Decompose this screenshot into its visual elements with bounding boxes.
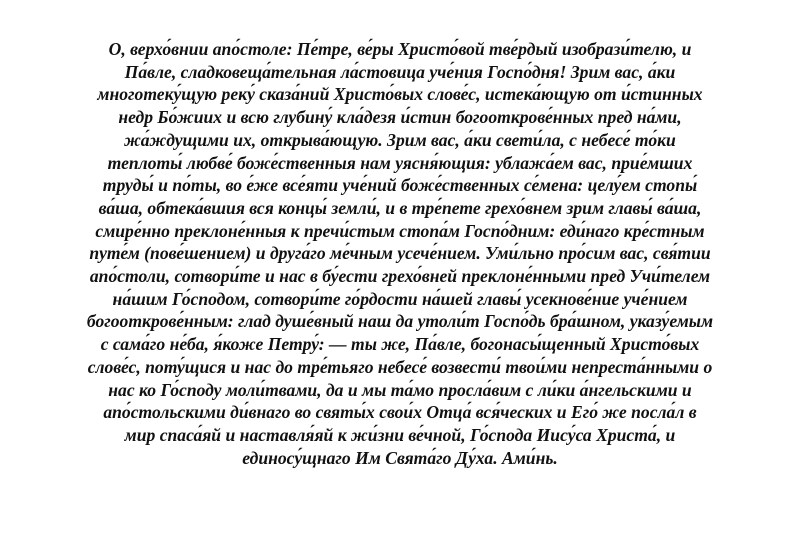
text-line: мир спаса́яй и наставля́яй к жи́зни ве́чной, Го́спода Иису́са Христа́, и [124, 424, 676, 445]
text-line: слове́с, поту́щися и нас до тре́тьяго небесе́ возвести́ твои́ми непреста́нными о [87, 356, 713, 377]
text-line: апо́столи, сотвори́те и нас в бу́ести грехо́вней преклоне́нными пред Учи́телем [89, 266, 711, 287]
text-line: многотеку́щую реку́ сказа́ний Христо́вых слове́с, истека́ющую от и́стинных [97, 84, 703, 105]
text-line: единосу́щнаго Им Свята́го Ду́ха. Ами́нь. [242, 447, 558, 468]
text-line: на́шим Го́сподом, сотвори́те го́рдости на́шей главы́ усекнове́ние уче́нием [112, 288, 688, 309]
text-line: О, верхо́внии апо́столе: Пе́тре, ве́ры Христо́вой тве́рдый изобрази́телю, и [108, 39, 692, 59]
text-line: недр Бо́жиих и всю глубину́ кла́дезя и́стин богооткрове́нных пред на́ми, [118, 107, 682, 128]
text-line: апо́стольскими ди́внаго во святы́х свои́х Отца́ вся́ческих и Его́ же посла́л в [103, 402, 697, 423]
text-line: ва́ша, обтека́вшия вся концы́ земли́, и в тре́пете грехо́внем зрим главы́ ва́ша, [98, 197, 702, 218]
text-line: жа́ждущими их, открыва́ющую. Зрим вас, а́ки свети́ла, с небесе́ то́ки [124, 129, 676, 150]
text-line: смире́нно преклоне́нныя к пречи́стым стопа́м Госпо́дним: еди́наго кре́стным [95, 220, 705, 241]
text-line: путе́м (пове́шением) и друга́го ме́чным усече́нием. Уми́льно про́сим вас, свя́тии [89, 243, 711, 264]
text-line: труды́ и по́ты, во е́же все́яти уче́ний боже́ственных се́мена: целу́ем стопы́ [102, 175, 698, 196]
text-line: с сама́го не́ба, я́коже Петру́: — ты же, Па́вле, богонасы́щенный Христо́вых [100, 334, 700, 355]
prayer-text-block [30, 38, 770, 469]
text-line: богооткрове́нным: глад душе́вный наш да утоли́т Госпо́дь бра́шном, указу́емым [86, 311, 714, 332]
text-line: теплоты́ любве́ боже́ственныя нам уясня́ющия: ублажа́ем вас, прие́мших [107, 152, 693, 173]
text-line: нас ко Го́споду моли́твами, да и мы та́мо просла́вим с ли́ки а́нгельскими и [108, 379, 692, 400]
text-line: Па́вле, сладковеща́тельная ла́стовица уче́ния Госпо́дня! Зрим вас, а́ки [124, 61, 676, 82]
